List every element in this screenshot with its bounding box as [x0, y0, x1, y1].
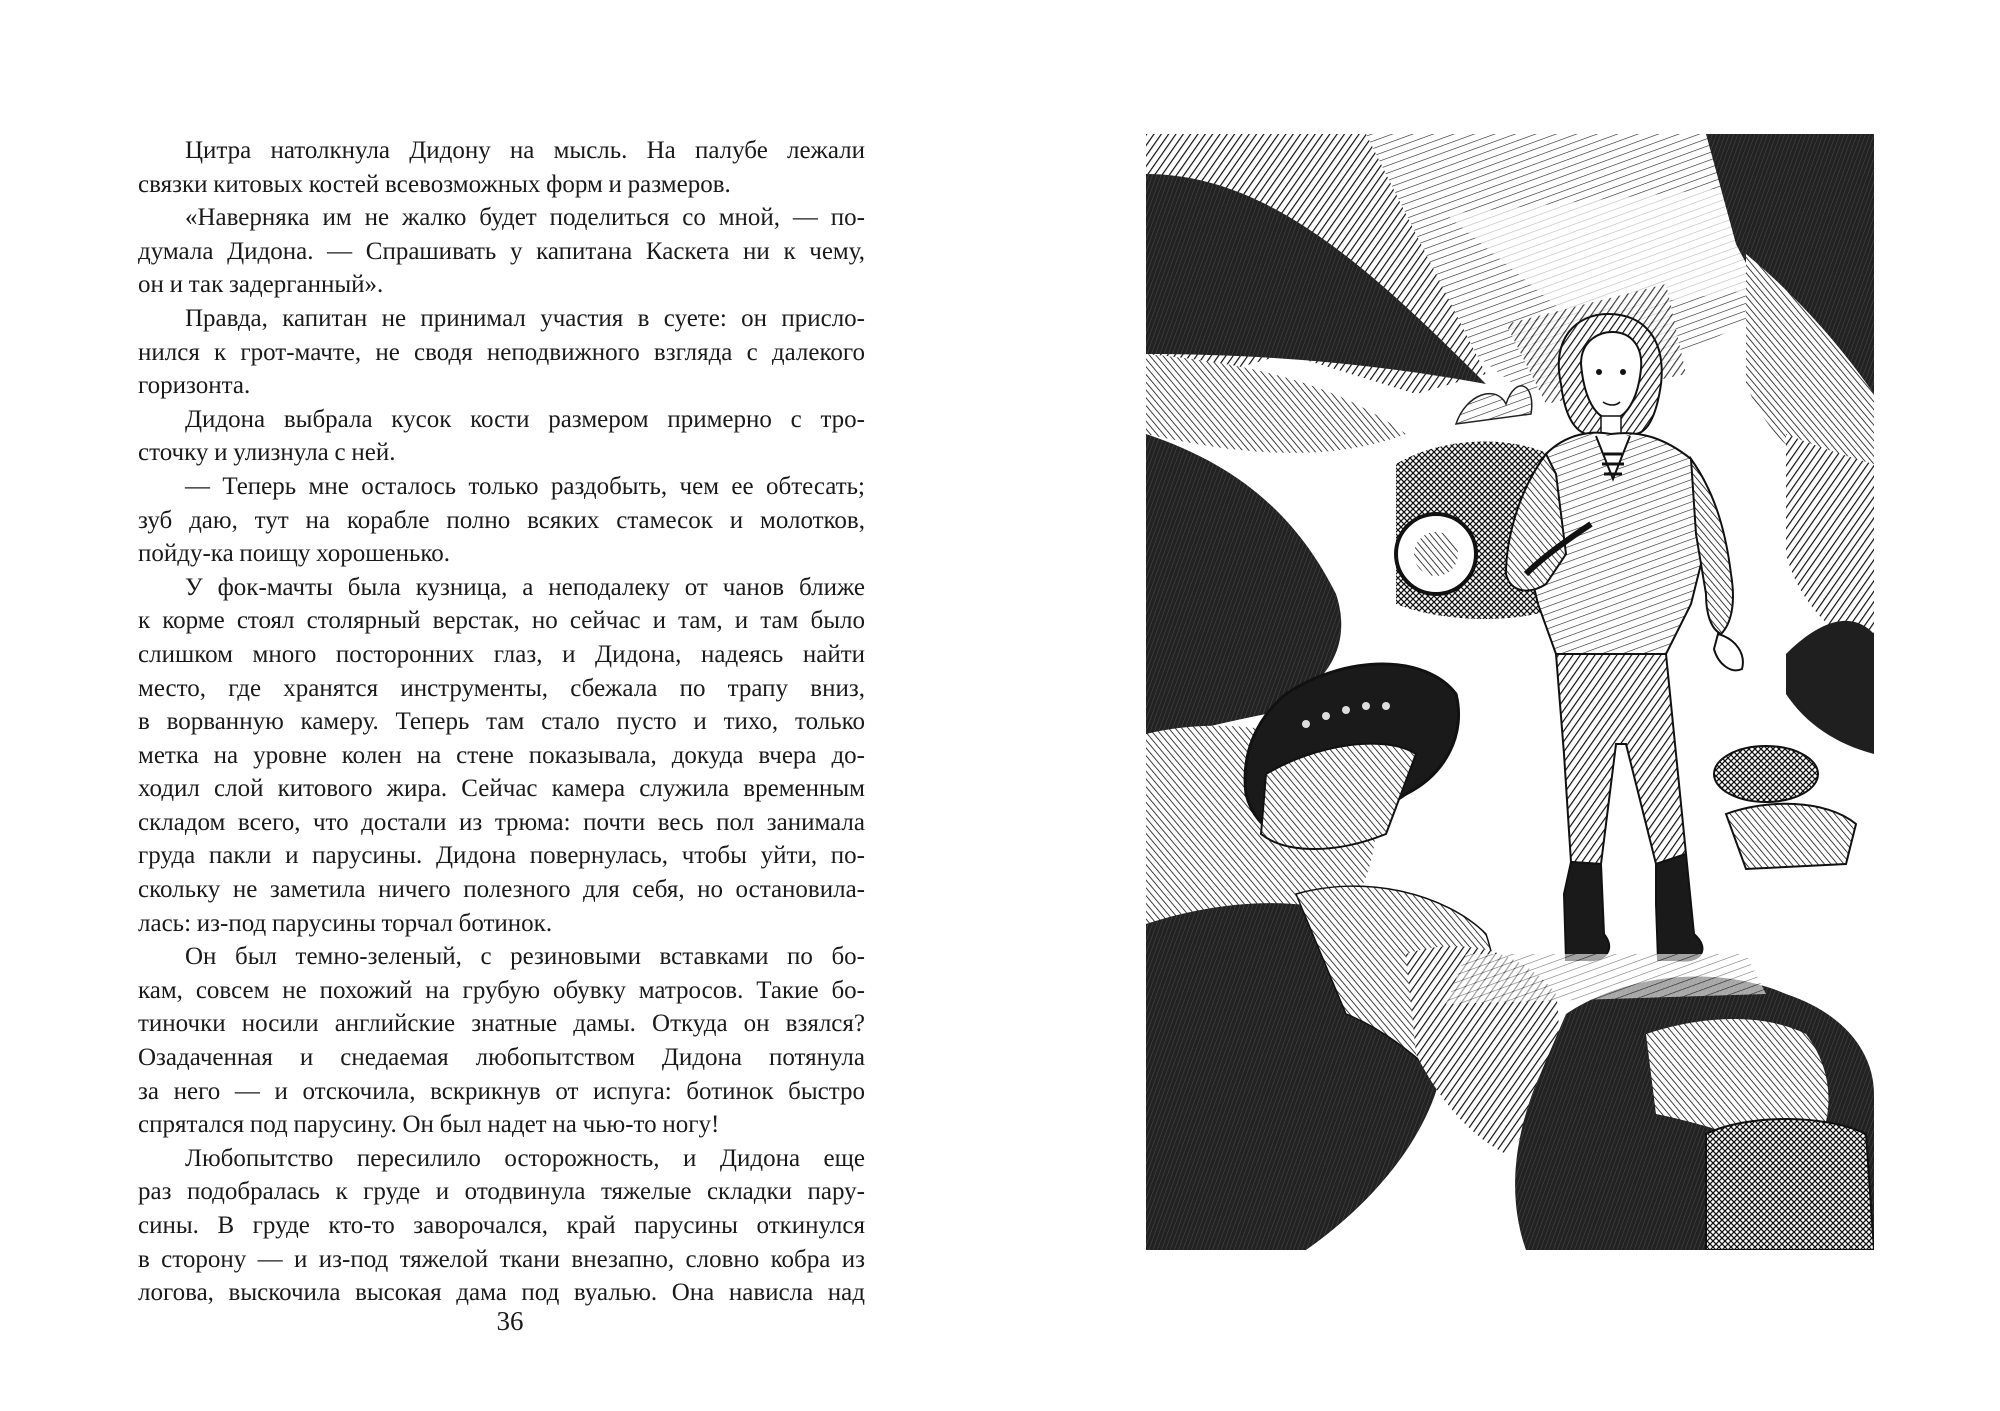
- text-line: Озадаченная и снедаемая любопытством Дидона потянула: [138, 1044, 865, 1072]
- text-line: Любопытство пересилило осторожность, и Дидона еще: [185, 1144, 865, 1172]
- text-line: к корме стоял столярный верстак, но сейчас и там, и там было: [138, 607, 865, 635]
- text-line: У фок-мачты была кузница, а неподалеку от чанов ближе: [185, 573, 865, 601]
- text-line: груда пакли и парусины. Дидона повернулась, чтобы уйти, по-: [138, 842, 865, 870]
- text-line: он и так задерганный».: [138, 271, 384, 299]
- text-line: связки китовых костей всевозможных форм и размеров.: [138, 170, 731, 198]
- text-line: за него — и отскочила, вскрикнув от испуга: ботинок быстро: [138, 1077, 865, 1105]
- text-line: логова, выскочила высокая дама под вуалью. Она нависла над: [138, 1279, 865, 1307]
- text-line: место, где хранятся инструменты, сбежала по трапу вниз,: [138, 674, 865, 702]
- text-line: лась: из-под парусины торчал ботинок.: [138, 909, 553, 937]
- text-line: горизонта.: [138, 372, 251, 400]
- text-line: ходил слой китового жира. Сейчас камера служила временным: [138, 775, 865, 803]
- text-line: Правда, капитан не принимал участия в суете: он присло-: [185, 304, 865, 332]
- text-line: — Теперь мне осталось только раздобыть, чем ее обтесать;: [185, 472, 865, 500]
- page-number: 36: [496, 1306, 524, 1336]
- text-line: пойду-ка поищу хорошенько.: [138, 540, 450, 568]
- text-line: сины. В груде кто-то заворочался, край парусины откинулся: [138, 1212, 865, 1239]
- text-column: [138, 134, 865, 1310]
- text-line: складом всего, что достали из трюма: почти весь пол занимала: [138, 808, 865, 836]
- text-line: раз подобралась к груде и отодвинула тяжелые складки пару-: [138, 1178, 865, 1206]
- text-line: метка на уровне колен на стене показывала, докуда вчера до-: [138, 741, 865, 769]
- text-line: думала Дидона. — Спрашивать у капитана Каскета ни к чему,: [138, 237, 865, 265]
- text-line: слишком много посторонних глаз, и Дидона, надеясь найти: [138, 640, 865, 668]
- text-line: Он был темно-зеленый, с резиновыми вставками по бо-: [185, 943, 865, 971]
- text-line: сточку и улизнула с ней.: [138, 439, 396, 467]
- text-line: в сторону — и из-под тяжелой ткани внезапно, словно кобра из: [138, 1245, 865, 1273]
- text-line: зуб даю, тут на корабле полно всяких стамесок и молотков,: [138, 506, 865, 534]
- text-line: «Наверняка им не жалко будет поделиться со мной, — по-: [185, 204, 865, 232]
- ink-illustration-icon: [1146, 134, 1874, 1250]
- text-line: в ворванную камеру. Теперь там стало пусто и тихо, только: [138, 708, 865, 736]
- text-line: тиночки носили английские знатные дамы. Откуда он взялся?: [138, 1010, 865, 1038]
- text-line: скольку не заметила ничего полезного для себя, но остановила-: [138, 876, 865, 904]
- text-line: Цитра натолкнула Дидону на мысль. На палубе лежали: [185, 137, 865, 164]
- text-line: нился к грот-мачте, не сводя неподвижного взгляда с далекого: [138, 338, 865, 366]
- text-line: кам, совсем не похожий на грубую обувку матросов. Такие бо-: [138, 976, 865, 1004]
- text-line: Дидона выбрала кусок кости размером примерно с тро-: [185, 405, 865, 433]
- text-line: спрятался под парусину. Он был надет на чью-то ногу!: [138, 1111, 720, 1139]
